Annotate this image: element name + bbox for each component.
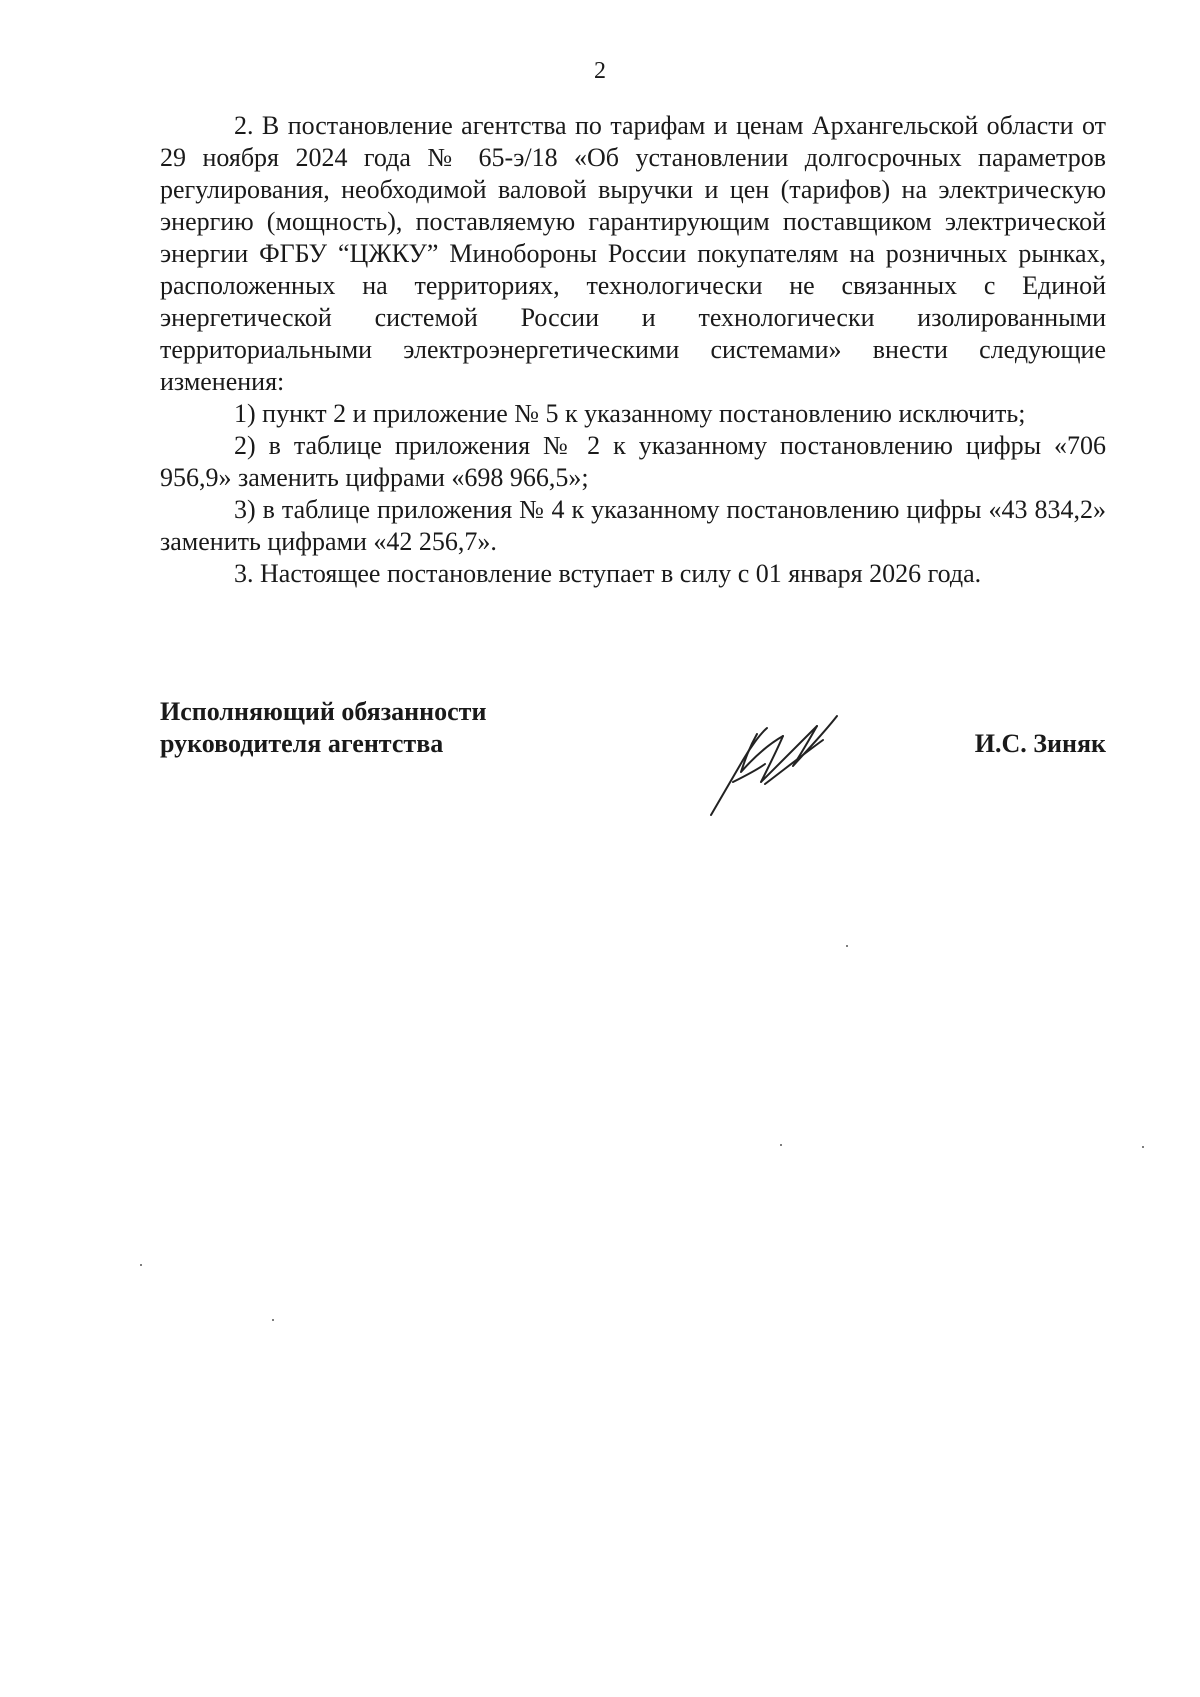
scan-speck xyxy=(846,945,848,947)
scan-speck xyxy=(1142,1146,1144,1148)
paragraph-effective-date: 3. Настоящее постановление вступает в силу с 01 января 2026 года. xyxy=(234,559,982,588)
signer-title-line-2: руководителя агентства xyxy=(160,729,444,758)
paragraph-item-3: 3) в таблице приложения № 4 к указанному постановлению цифры «43 834,2» заменить цифрами «42 256,7». xyxy=(160,495,1106,556)
paragraph-item-1: 1) пункт 2 и приложение № 5 к указанному постановлению исключить; xyxy=(234,399,1026,428)
signer-title xyxy=(160,696,486,760)
handwritten-signature xyxy=(705,690,865,820)
document-body xyxy=(160,110,1106,590)
signer-title-line-1: Исполняющий обязанности xyxy=(160,697,487,726)
paragraph-item-2: 2) в таблице приложения № 2 к указанному постановлению цифры «706 956,9» заменить цифрами «698 966,5»; xyxy=(160,431,1106,492)
signature-block xyxy=(160,696,1106,836)
scan-speck xyxy=(140,1264,142,1266)
paragraph-amendment: 2. В постановление агентства по тарифам и ценам Архангельской области от 29 ноября 2024 года № 65-э/18 «Об установлении долгосрочных параметров регулирования, необходимой валовой выручки и цен (тарифов) на электрическую энергию (мощность), поставляемую гарантирующим поставщиком электрической энергии ФГБУ “ЦЖКУ” Минобороны России покупателям на розничных рынках, расположенных на территориях, технологически не связанных с Единой энергетической системой России и технологически изолированными территориальными электроэнергетическими системами» внести следующие изменения: xyxy=(160,111,1106,396)
signer-name: И.С. Зиняк xyxy=(974,729,1106,758)
page-number: 2 xyxy=(594,58,606,84)
scan-speck xyxy=(272,1319,274,1321)
scan-speck xyxy=(780,1144,782,1146)
